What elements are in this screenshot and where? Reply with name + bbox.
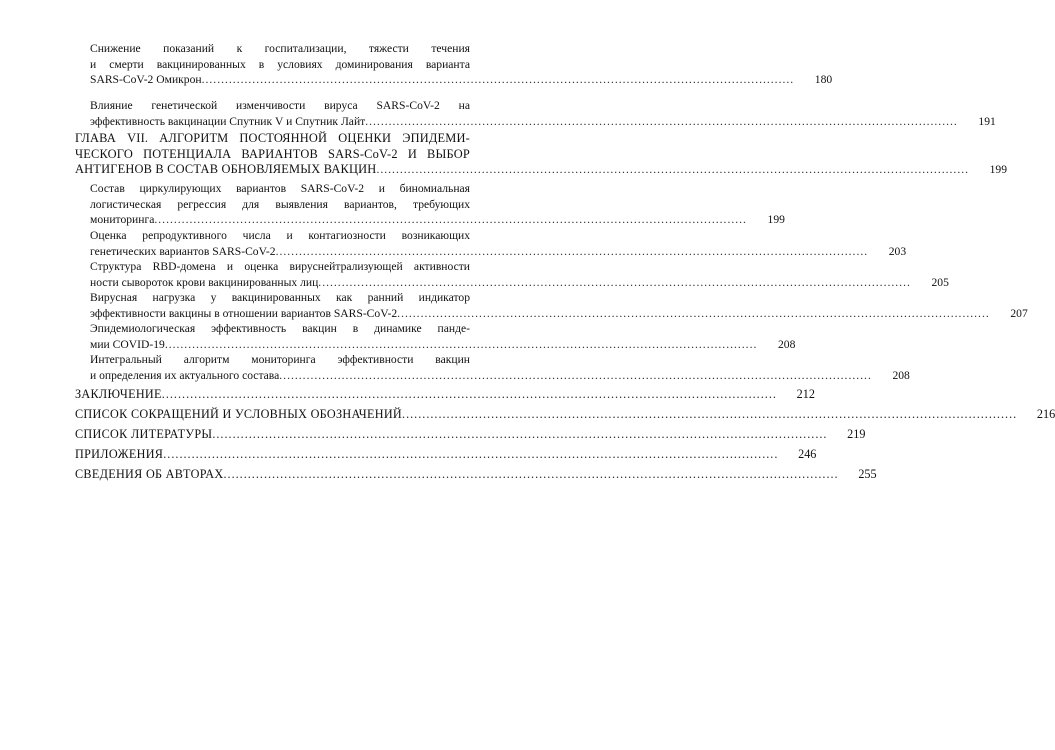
- toc-entry-title: генетических вариантов SARS-CoV-2: [90, 244, 276, 258]
- toc-entry-line: Структура RBD-домена и оценка вируснейтрализующей активности: [90, 260, 470, 273]
- leader-dots: ........................................................................................................................................................: [161, 387, 777, 401]
- toc-page-number: 199: [767, 213, 785, 227]
- toc-entry-abbreviations: [75, 407, 1055, 423]
- toc-entry: [90, 259, 949, 290]
- toc-page-number: 199: [989, 163, 1008, 177]
- toc-entry: [90, 228, 907, 259]
- toc-entry: [90, 98, 996, 129]
- toc-entry-title: СПИСОК ЛИТЕРАТУРЫ: [75, 427, 213, 441]
- toc-entry: [90, 41, 833, 88]
- toc-entry-title: АНТИГЕНОВ В СОСТАВ ОБНОВЛЯЕМЫХ ВАКЦИН: [75, 162, 377, 177]
- toc-entry: [90, 321, 796, 352]
- toc-page-number: 191: [978, 114, 996, 128]
- leader-dots: ........................................................................................................................................................: [201, 73, 795, 87]
- leader-dots: ........................................................................................................................................................: [154, 213, 747, 227]
- toc-entry-title: ЗАКЛЮЧЕНИЕ: [75, 387, 162, 401]
- leader-dots: ........................................................................................................................................................: [365, 114, 958, 128]
- toc-page-number: 207: [1010, 306, 1028, 320]
- leader-dots: ........................................................................................................................................................: [275, 244, 869, 258]
- toc-entry-title: ности сывороток крови вакцинированных лиц: [90, 275, 319, 289]
- toc-chapter-entry: [75, 131, 1008, 178]
- toc-entry-line: Оценка репродуктивного числа и контагиозности возникающих: [90, 229, 470, 242]
- toc-entry-title: СПИСОК СОКРАЩЕНИЙ И УСЛОВНЫХ ОБОЗНАЧЕНИЙ: [75, 407, 403, 421]
- toc-entry-title: эффективность вакцинации Спутник V и Спутник Лайт: [90, 114, 366, 128]
- toc-entry-line: Интегральный алгоритм мониторинга эффективности вакцин: [90, 353, 470, 366]
- leader-dots: ........................................................................................................................................................: [279, 368, 872, 382]
- toc-page-number: 255: [858, 467, 877, 481]
- toc-entry-title: эффективности вакцины в отношении вариантов SARS-CoV-2: [90, 306, 398, 320]
- toc-entry-line: Эпидемиологическая эффективность вакцин в динамике панде-: [90, 322, 470, 335]
- toc-page-number: 208: [892, 368, 910, 382]
- toc-entry-line: Влияние генетической изменчивости вируса SARS-CoV-2 на: [90, 99, 470, 112]
- toc-entry-line: логистическая регрессия для выявления вариантов, требующих: [90, 197, 470, 211]
- toc-page-number: 219: [847, 427, 866, 441]
- toc-entry-line: Снижение показаний к госпитализации, тяжести течения: [90, 42, 470, 55]
- toc-entry-line: ЧЕСКОГО ПОТЕНЦИАЛА ВАРИАНТОВ SARS-CoV-2 И ВЫБОР: [75, 146, 470, 161]
- leader-dots: ........................................................................................................................................................: [376, 163, 970, 177]
- toc-page-number: 180: [814, 73, 833, 87]
- toc-page-number: 246: [798, 447, 817, 461]
- leader-dots: ........................................................................................................................................................: [397, 306, 990, 320]
- toc-entry-conclusion: [75, 387, 815, 403]
- toc-entry-title: и определения их актуального состава: [90, 368, 280, 382]
- leader-dots: ........................................................................................................................................................: [164, 337, 758, 351]
- toc-entry-title: СВЕДЕНИЯ ОБ АВТОРАХ: [75, 467, 224, 481]
- toc-page-number: 208: [777, 337, 796, 351]
- toc-page-number: 216: [1036, 407, 1055, 421]
- toc-entry-appendices: [75, 447, 817, 463]
- toc-entry-line: и смерти вакцинированных в условиях доминирования варианта: [90, 57, 470, 71]
- toc-entry: [90, 290, 1028, 321]
- toc-entry-line: Вирусная нагрузка у вакцинированных как ранний индикатор: [90, 291, 470, 304]
- toc-entry: [90, 352, 910, 383]
- leader-dots: ........................................................................................................................................................: [223, 467, 839, 481]
- toc-entry-references: [75, 427, 866, 443]
- toc-entry: [90, 181, 785, 228]
- toc-entry-title: мониторинга: [90, 213, 155, 227]
- toc-entry-authors: [75, 467, 877, 483]
- toc-entry-line: Состав циркулирующих вариантов SARS-CoV-2 и биномиальная: [90, 182, 470, 195]
- toc-page-number: 203: [888, 244, 907, 258]
- toc-entry-title: SARS-CoV-2 Омикрон: [90, 73, 202, 87]
- toc-entry-line: ГЛАВА VII. АЛГОРИТМ ПОСТОЯННОЙ ОЦЕНКИ ЭПИДЕМИ-: [75, 131, 470, 145]
- toc-page-number: 212: [796, 387, 815, 401]
- leader-dots: ........................................................................................................................................................: [212, 427, 828, 441]
- leader-dots: ........................................................................................................................................................: [318, 275, 911, 289]
- toc-page-number: 205: [931, 275, 949, 289]
- leader-dots: ........................................................................................................................................................: [402, 407, 1018, 421]
- leader-dots: ........................................................................................................................................................: [163, 447, 779, 461]
- toc-entry-title: ПРИЛОЖЕНИЯ: [75, 447, 164, 461]
- toc-entry-title: мии COVID-19: [90, 337, 165, 351]
